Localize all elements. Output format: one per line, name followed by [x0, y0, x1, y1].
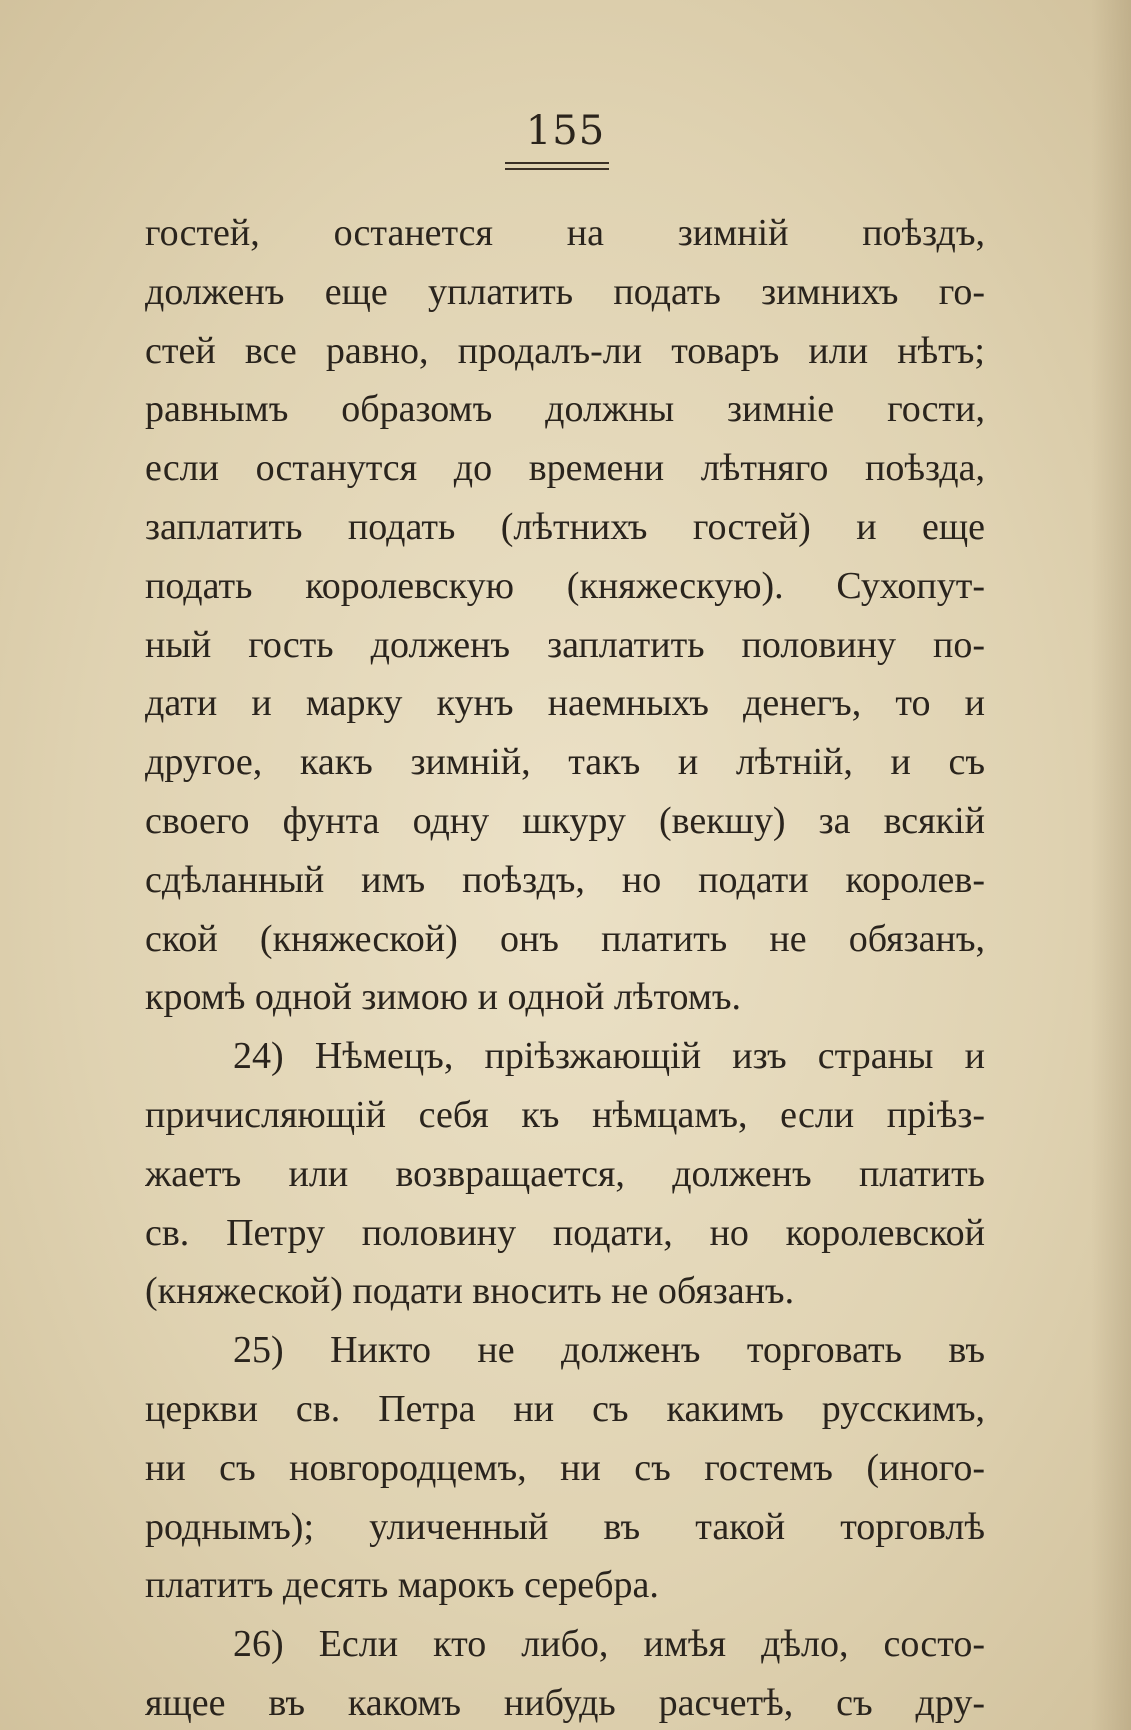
section-25-start: 25) Никто не долженъ торговать въ: [233, 1329, 985, 1372]
text-line: церкви св. Петра ни съ какимъ русскимъ,: [145, 1387, 985, 1430]
page-number: 155: [525, 108, 606, 154]
text-line: ни съ новгородцемъ, ни съ гостемъ (иного-: [145, 1446, 985, 1489]
header-rule-top: [505, 162, 609, 164]
text-line: св. Петру половину подати, но королевской: [145, 1211, 985, 1254]
text-line: гостей, останется на зимній поѣздъ,: [145, 212, 985, 254]
page-edge-shadow: [1091, 0, 1131, 1730]
text-line: ской (княжеской) онъ платить не обязанъ,: [145, 917, 985, 960]
text-line: причисляющій себя къ нѣмцамъ, если пріѣз-: [145, 1093, 985, 1136]
text-line: если останутся до времени лѣтняго поѣзда,: [145, 447, 985, 490]
text-line: стей все равно, продалъ-ли товаръ или нѣтъ;: [145, 329, 985, 372]
text-line: равнымъ образомъ должны зимніе гости,: [145, 388, 985, 431]
text-line: кромѣ одной зимою и одной лѣтомъ.: [145, 976, 742, 1019]
text-line: своего фунта одну шкуру (векшу) за всякій: [145, 799, 985, 842]
body-text: [145, 204, 985, 1730]
section-24-start: 24) Нѣмецъ, пріѣзжающій изъ страны и: [233, 1035, 985, 1078]
text-line: (княжеской) подати вносить не обязанъ.: [145, 1270, 795, 1313]
text-line: роднымъ); уличенный въ такой торговлѣ: [145, 1505, 985, 1548]
header-rule-bottom: [505, 168, 609, 170]
text-line: сдѣланный имъ поѣздъ, но подати королев-: [145, 858, 985, 901]
text-line: ящее въ какомъ нибудь расчетѣ, съ дру-: [145, 1681, 985, 1724]
text-line: долженъ еще уплатить подать зимнихъ го-: [145, 270, 985, 313]
text-line: жаетъ или возвращается, долженъ платить: [145, 1152, 985, 1195]
text-line: заплатить подать (лѣтнихъ гостей) и еще: [145, 505, 985, 548]
text-line: другое, какъ зимній, такъ и лѣтній, и съ: [145, 741, 985, 784]
text-line: подать королевскую (княжескую). Сухопут-: [145, 564, 985, 607]
text-line: ный гость долженъ заплатить половину по-: [145, 623, 985, 666]
text-line: дати и марку кунъ наемныхъ денегъ, то и: [145, 682, 985, 725]
section-26-start: 26) Если кто либо, имѣя дѣло, состо-: [233, 1623, 985, 1666]
text-line: платитъ десять марокъ серебра.: [145, 1564, 659, 1607]
